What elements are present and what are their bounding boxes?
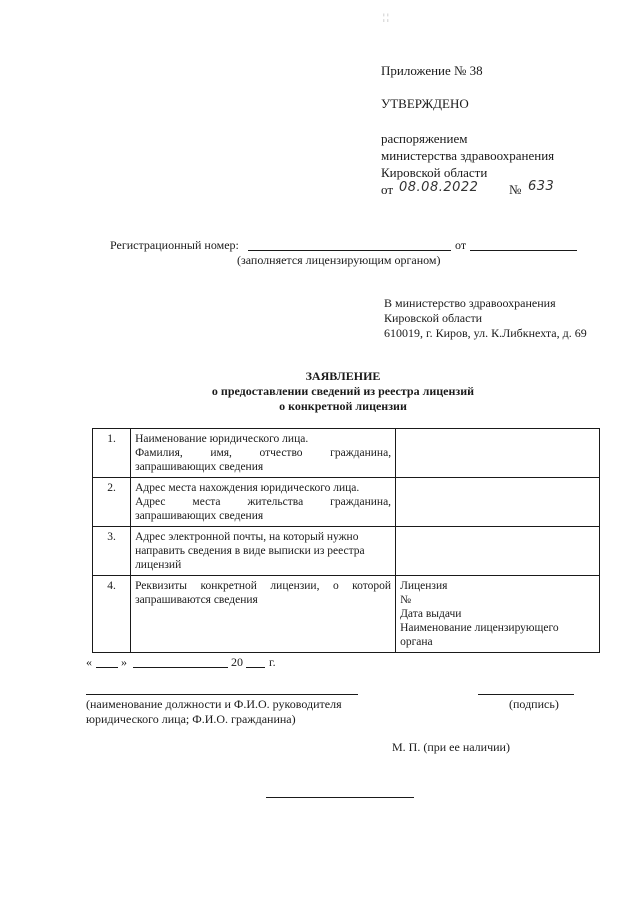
license-number-label: № (400, 594, 412, 606)
scan-mark: ¦ ¦ (383, 12, 389, 22)
row-value-field[interactable] (396, 478, 600, 527)
order-line-2: министерства здравоохранения (381, 148, 555, 163)
table-row (93, 429, 600, 478)
row-value-field[interactable] (396, 429, 600, 478)
position-name-line[interactable] (86, 694, 358, 695)
addressee-line-2: Кировской области (384, 311, 483, 325)
date-year-line[interactable] (246, 667, 265, 668)
document-subtitle-2: о конкретной лицензии (279, 399, 407, 413)
date-open-quote: « (86, 655, 92, 669)
approved-label: УТВЕРЖДЕНО (381, 96, 469, 111)
date-month-line[interactable] (133, 667, 228, 668)
row-number: 1. (93, 429, 131, 478)
position-caption-line-2: юридического лица; Ф.И.О. гражданина) (86, 712, 296, 726)
licensing-body-label-cont: органа (400, 636, 433, 648)
addressee-line-3: 610019, г. Киров, ул. К.Либкнехта, д. 69 (384, 326, 587, 340)
order-number-prefix: № (509, 182, 522, 197)
license-label: Лицензия (400, 580, 448, 592)
row-description: Наименование юридического лица. Фамилия, имя, отчество гражданина, запрашивающих сведения (131, 429, 396, 478)
table-row (93, 478, 600, 527)
row-number: 2. (93, 478, 131, 527)
license-details-field[interactable] (396, 576, 600, 653)
application-table (92, 428, 600, 653)
stamp-note: М. П. (при ее наличии) (392, 740, 510, 754)
order-number-handwritten: 633 (528, 179, 555, 194)
order-line-1: распоряжением (381, 131, 468, 146)
row-number: 4. (93, 576, 131, 653)
registration-label: Регистрационный номер: (110, 238, 239, 252)
registration-number-line (248, 250, 451, 251)
registration-note: (заполняется лицензирующим органом) (237, 253, 441, 267)
document-subtitle-1: о предоставлении сведений из реестра лицензий (211, 384, 475, 398)
order-date-handwritten: 08.08.2022 (399, 180, 479, 195)
row-description: Адрес места нахождения юридического лица. Адрес места жительства гражданина, запрашивающих сведения (131, 478, 396, 527)
date-year-prefix: 20 (231, 655, 243, 669)
row-description: Адрес электронной почты, на который нужно направить сведения в виде выписки из реестра лицензий (131, 527, 396, 576)
signature-caption: (подпись) (509, 697, 559, 711)
row-value-field[interactable] (396, 527, 600, 576)
table-row (93, 576, 600, 653)
table-row (93, 527, 600, 576)
appendix-number: Приложение № 38 (381, 63, 483, 78)
document-title: ЗАЯВЛЕНИЕ (305, 369, 381, 383)
date-close-quote: » (121, 655, 127, 669)
date-year-suffix: г. (269, 655, 276, 669)
footer-line (266, 797, 414, 798)
row-description: Реквизиты конкретной лицензии, о которой запрашиваются сведения (131, 576, 396, 653)
addressee-line-1: В министерство здравоохранения (384, 296, 556, 310)
order-line-3: Кировской области (381, 165, 488, 180)
order-date-prefix: от (381, 182, 394, 197)
date-day-line[interactable] (96, 667, 118, 668)
licensing-body-label: Наименование лицензирующего (400, 622, 559, 634)
row-number: 3. (93, 527, 131, 576)
issue-date-label: Дата выдачи (400, 608, 462, 620)
signature-line[interactable] (478, 694, 574, 695)
position-caption-line-1: (наименование должности и Ф.И.О. руководителя (86, 697, 342, 711)
registration-date-line (470, 250, 577, 251)
registration-from-label: от (455, 238, 467, 252)
